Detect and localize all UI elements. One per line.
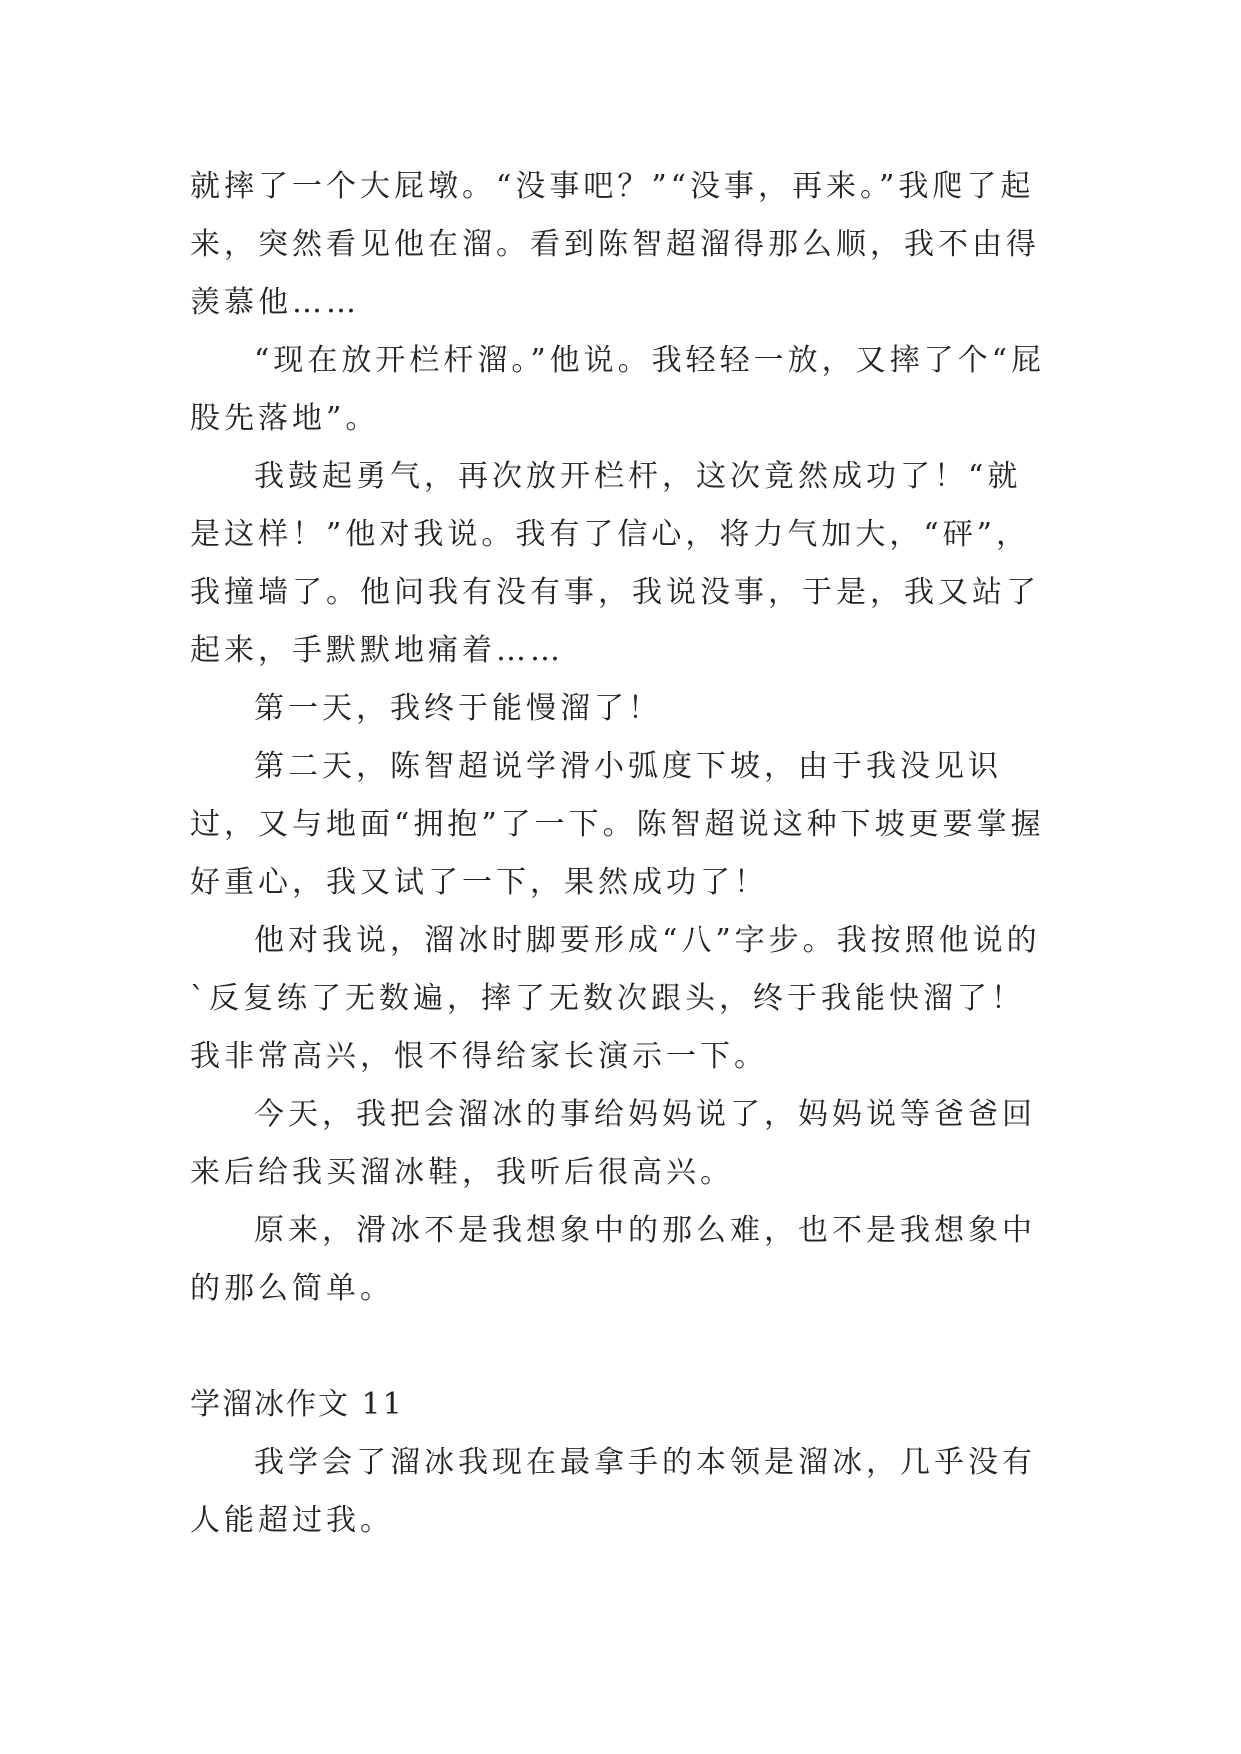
document-body <box>190 158 1050 1550</box>
paragraph: 第二天，陈智超说学滑小弧度下坡，由于我没见识过，又与地面“拥抱”了一下。陈智超说这种下坡更要掌握好重心，我又试了一下，果然成功了！ <box>190 749 1045 900</box>
paragraph: 第一天，我终于能慢溜了！ <box>254 691 662 726</box>
paragraph: 原来，滑冰不是我想象中的那么难，也不是我想象中的那么简单。 <box>190 1213 1036 1306</box>
section-title: 学溜冰作文 11 <box>190 1387 404 1422</box>
paragraph: 就摔了一个大屁墩。“没事吧？”“没事，再来。”我爬了起来，突然看见他在溜。看到陈智超溜得那么顺，我不由得羡慕他…… <box>190 169 1040 320</box>
paragraph: 他对我说，溜冰时脚要形成“八”字步。我按照他说的`反复练了无数遍，摔了无数次跟头，终于我能快溜了！我非常高兴，恨不得给家长演示一下。 <box>190 923 1041 1074</box>
paragraph: 我鼓起勇气，再次放开栏杆，这次竟然成功了！“就是这样！”他对我说。我有了信心，将力气加大，“砰”，我撞墙了。他问我有没有事，我说没事，于是，我又站了起来，手默默地痛着…… <box>190 459 1040 668</box>
paragraph: 今天，我把会溜冰的事给妈妈说了，妈妈说等爸爸回来后给我买溜冰鞋，我听后很高兴。 <box>190 1097 1036 1190</box>
paragraph: 我学会了溜冰我现在最拿手的本领是溜冰，几乎没有人能超过我。 <box>190 1445 1036 1538</box>
paragraph: “现在放开栏杆溜。”他说。我轻轻一放，又摔了个“屁股先落地”。 <box>190 343 1046 436</box>
section-spacer <box>190 1318 1050 1376</box>
